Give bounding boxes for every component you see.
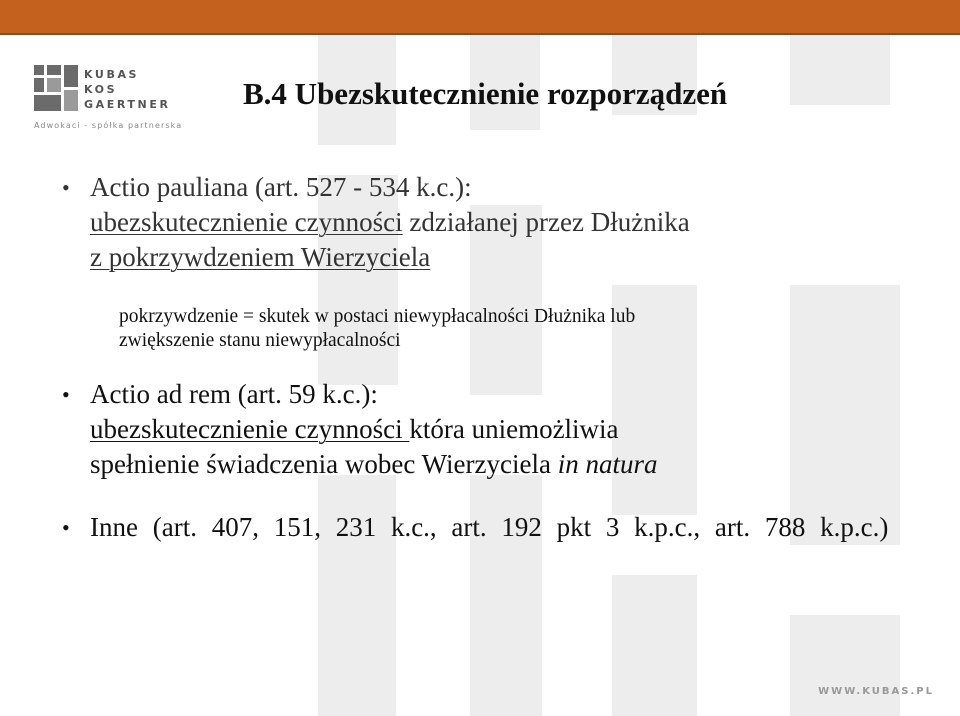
logo-mark-icon [34, 65, 78, 111]
note-line: pokrzywdzenie = skutek w postaci niewypłacalności Dłużnika lub [119, 306, 636, 327]
slide-content [62, 170, 902, 545]
bg-square [790, 615, 900, 716]
firm-name: KOS [84, 83, 118, 96]
bullet-icon: • [62, 382, 70, 407]
bullet-text: Inne (art. 407, 151, 231 k.c., art. 192 pkt 3 k.p.c., art. 788 k.p.c.) [90, 512, 889, 542]
bg-square [790, 35, 890, 105]
bullet-actio-ad-rem [62, 377, 902, 482]
bullet-text: spełnienie świadczenia wobec Wierzyciela [90, 449, 558, 479]
bullet-line [90, 412, 902, 447]
bullet-line: Actio pauliana (art. 527 - 534 k.c.): [90, 172, 472, 202]
bullet-icon: • [62, 515, 70, 540]
firm-name: GAERTNER [84, 98, 171, 111]
top-accent-bar [0, 0, 960, 33]
note-line: zwiększenie stanu niewypłacalności [119, 330, 401, 351]
firm-logo [34, 65, 184, 135]
bullet-text: zdziałanej przez Dłużnika [402, 207, 690, 237]
underlined-text: ubezskutecznienie czynności [90, 207, 403, 237]
bullet-icon: • [62, 175, 70, 200]
bullet-actio-pauliana [62, 170, 902, 275]
bullet-line [90, 447, 902, 482]
bullet-line: Actio ad rem (art. 59 k.c.): [90, 379, 378, 409]
note-text [119, 305, 902, 353]
italic-text: in natura [557, 449, 658, 479]
firm-name: KUBAS [84, 68, 140, 81]
bullet-line [90, 205, 902, 240]
underlined-text: ubezskutecznienie czynności [90, 414, 410, 444]
firm-names [84, 67, 171, 112]
bullet-line: z pokrzywdzeniem Wierzyciela [90, 242, 431, 272]
website-url: WWW.KUBAS.PL [818, 686, 934, 697]
bg-square [612, 575, 697, 716]
bullet-inne [62, 510, 902, 545]
slide-title: B.4 Ubezskutecznienie rozporządzeń [243, 76, 728, 111]
firm-subtitle: Adwokaci - spółka partnerska [34, 121, 183, 130]
bullet-text: która uniemożliwia [409, 414, 619, 444]
